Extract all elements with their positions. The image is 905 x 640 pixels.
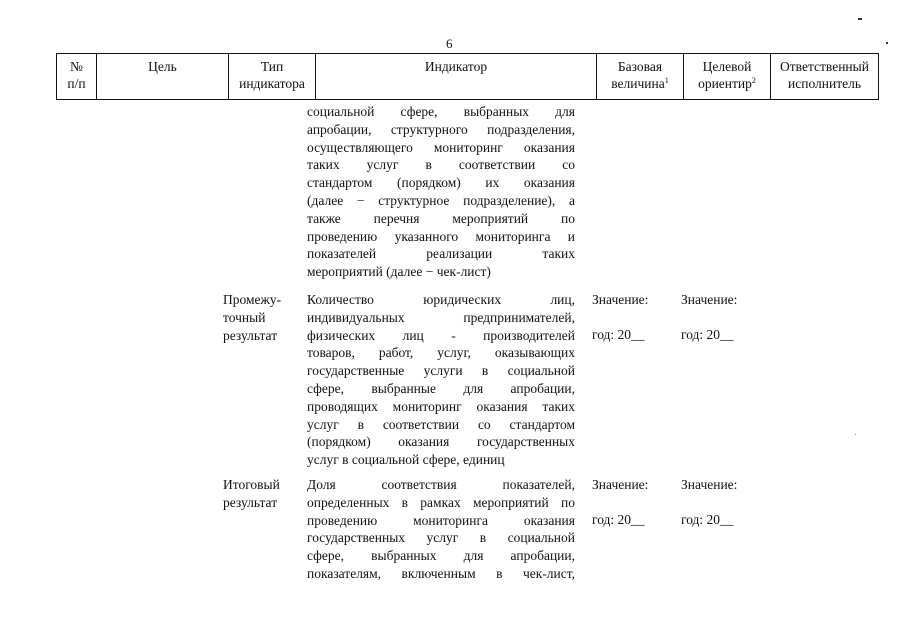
text-line: апробации, структурного подразделения,	[307, 121, 575, 137]
text-line: определенных в рамках мероприятий по	[307, 494, 575, 510]
text-line: (порядком) оказания государственных	[307, 434, 575, 450]
header-num	[57, 54, 97, 100]
text-line: Количество юридических лиц,	[307, 292, 575, 307]
text-line: Промежу-	[223, 292, 282, 307]
header-type	[229, 54, 316, 100]
header-goal	[97, 54, 229, 100]
row-base-intermediate	[592, 291, 672, 344]
row-base-final	[592, 476, 672, 529]
text-line: мероприятий (далее − чек-лист)	[307, 264, 491, 280]
header-target-line2: ориентир	[698, 76, 752, 91]
text-line: Итоговый	[223, 477, 280, 492]
text-line: осуществляющего мониторинг оказания	[307, 139, 575, 155]
row-indicator-continued	[307, 103, 575, 281]
text-line: индивидуальных предпринимателей,	[307, 309, 575, 325]
row-target-intermediate	[681, 291, 761, 344]
value-label: Значение:	[681, 477, 738, 492]
header-goal-label: Цель	[148, 59, 177, 74]
value-label: Значение:	[592, 292, 649, 307]
value-year: год: 20__	[592, 326, 645, 342]
header-type-line1: Тип	[260, 59, 284, 74]
text-line: также перечня мероприятий по	[307, 210, 575, 226]
text-line: таких услуг в соответствии со	[307, 157, 575, 173]
table-header	[56, 53, 879, 100]
header-responsible-line1: Ответственный	[780, 59, 869, 74]
header-base	[597, 54, 684, 100]
header-num-line2: п/п	[67, 76, 86, 91]
text-line: Доля соответствия показателей,	[307, 477, 575, 492]
text-line: точный	[223, 309, 266, 325]
value-label: Значение:	[592, 477, 649, 492]
value-year: год: 20__	[681, 326, 734, 342]
text-line: сфере, выбранных для апробации,	[307, 548, 575, 564]
text-line: (далее − структурное подразделение), а	[307, 192, 575, 208]
value-year: год: 20__	[681, 511, 734, 527]
text-line: проведению указанного мониторинга и	[307, 228, 575, 244]
value-year: год: 20__	[592, 511, 645, 527]
row-type-final	[223, 476, 303, 512]
header-type-line2: индикатора	[239, 76, 305, 91]
scan-speck	[855, 434, 856, 435]
row-target-final	[681, 476, 761, 529]
row-indicator-final	[307, 476, 575, 583]
text-line: услуг в соответствии со стандартом	[307, 416, 575, 432]
header-target	[684, 54, 771, 100]
row-type-intermediate	[223, 291, 303, 344]
text-line: товаров, работ, услуг, оказывающих	[307, 345, 575, 361]
text-line: сфере, выбранные для апробации,	[307, 380, 575, 396]
page-number: 6	[446, 36, 453, 51]
header-num-line1: №	[70, 59, 83, 74]
text-line: стандартом (порядком) их оказания	[307, 175, 575, 191]
text-line: проводящих мониторинг оказания таких	[307, 398, 575, 414]
text-line: услуг в социальной сфере, единиц	[307, 452, 505, 468]
header-indicator-label: Индикатор	[424, 59, 488, 74]
text-line: государственных услуг в социальной	[307, 530, 575, 546]
scan-speck	[858, 18, 862, 20]
footnote-mark: 2	[751, 76, 756, 85]
text-line: государственные услуги в социальной	[307, 363, 575, 379]
value-label: Значение:	[681, 292, 738, 307]
header-base-line1: Базовая	[617, 59, 663, 74]
text-line: показателям, включенным в чек-лист,	[307, 565, 575, 581]
text-line: результат	[223, 494, 278, 510]
footnote-mark: 1	[664, 76, 669, 85]
scan-speck	[886, 42, 888, 44]
header-responsible-line2: исполнитель	[788, 76, 861, 91]
header-indicator	[316, 54, 597, 100]
text-line: физических лиц - производителей	[307, 327, 575, 343]
header-base-line2: величина	[611, 76, 665, 91]
header-responsible	[771, 54, 879, 100]
text-line: показателей реализации таких	[307, 246, 575, 262]
header-target-line1: Целевой	[702, 59, 752, 74]
text-line: социальной сфере, выбранных для	[307, 104, 575, 119]
row-indicator-intermediate	[307, 291, 575, 469]
text-line: проведению мониторинга оказания	[307, 512, 575, 528]
text-line: результат	[223, 327, 278, 343]
